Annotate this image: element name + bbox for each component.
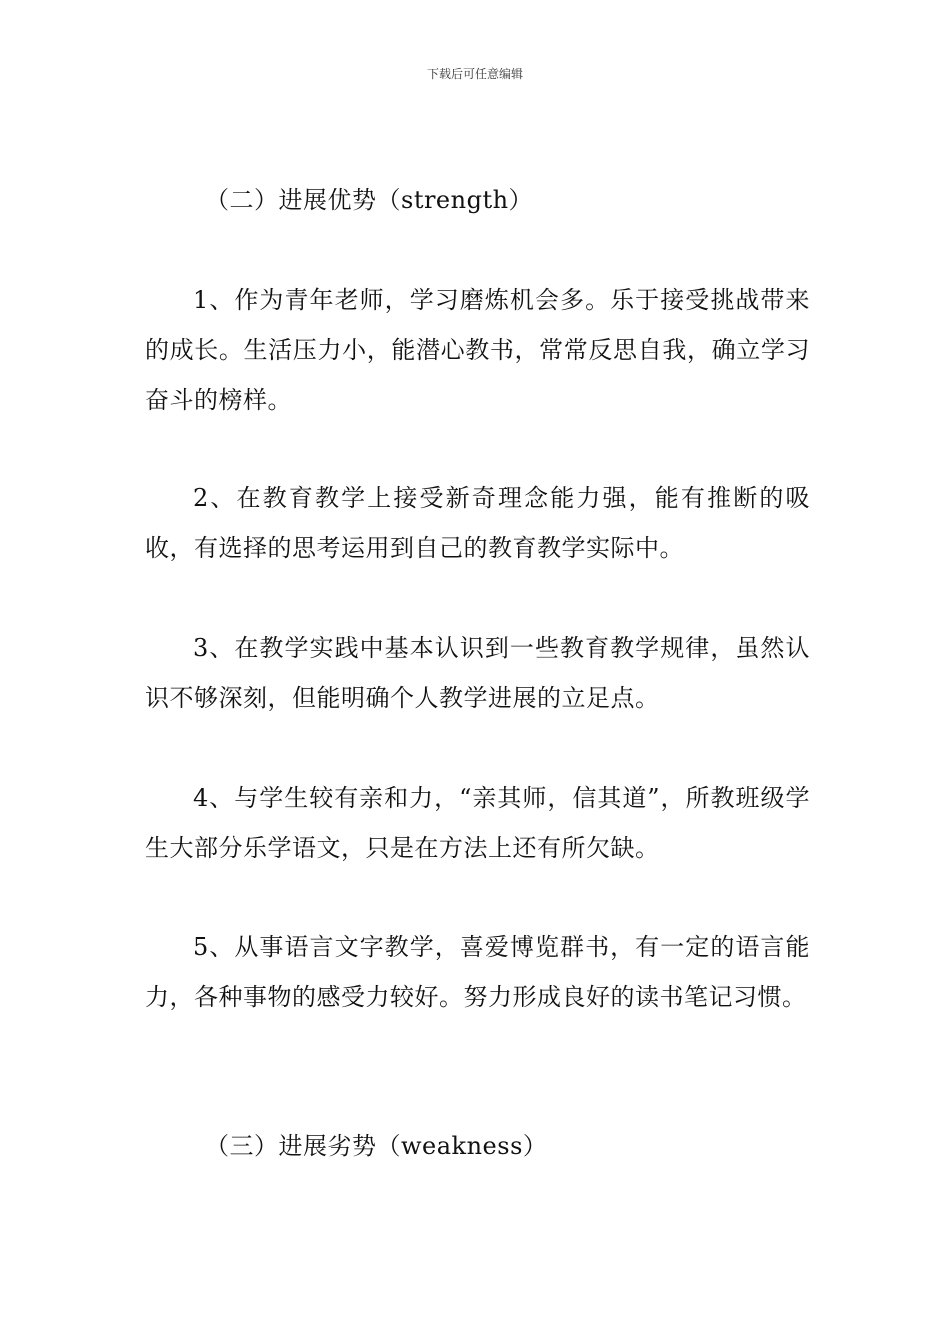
section-heading-weakness: （三）进展劣势（weakness） bbox=[205, 1132, 548, 1160]
paragraph-item-3: 3、在教学实践中基本认识到一些教育教学规律，虽然认识不够深刻，但能明确个人教学进展的立足点。 bbox=[145, 634, 810, 712]
page-header: 下载后可任意编辑 bbox=[426, 67, 523, 81]
paragraph-item-4: 4、与学生较有亲和力，“亲其师，信其道”，所教班级学生大部分乐学语文，只是在方法上还有所欠缺。 bbox=[145, 784, 810, 862]
paragraph-item-2: 2、在教育教学上接受新奇理念能力强，能有推断的吸收，有选择的思考运用到自己的教育教学实际中。 bbox=[145, 484, 810, 562]
paragraph-item-1: 1、作为青年老师，学习磨炼机会多。乐于接受挑战带来的成长。生活压力小，能潜心教书，常常反思自我，确立学习奋斗的榜样。 bbox=[145, 286, 810, 414]
section-heading-strength: （二）进展优势（strength） bbox=[205, 186, 534, 214]
paragraph-item-5: 5、从事语言文字教学，喜爱博览群书，有一定的语言能力，各种事物的感受力较好。努力形成良好的读书笔记习惯。 bbox=[145, 933, 810, 1011]
